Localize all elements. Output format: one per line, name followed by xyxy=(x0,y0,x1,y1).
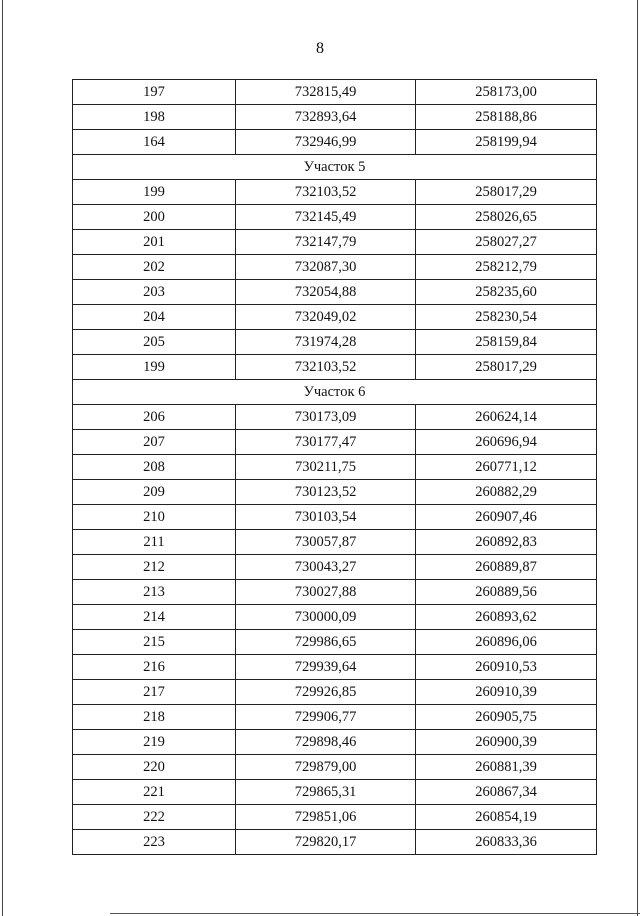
point-number-cell: 222 xyxy=(73,805,236,830)
x-coordinate-cell: 729879,00 xyxy=(236,755,416,780)
table-row xyxy=(73,305,597,330)
y-coordinate-cell: 258027,27 xyxy=(416,230,597,255)
point-number-cell: 213 xyxy=(73,580,236,605)
table-row xyxy=(73,505,597,530)
coordinates-table xyxy=(72,79,597,855)
point-number-cell: 208 xyxy=(73,455,236,480)
coordinates-table-body xyxy=(73,80,597,855)
table-row xyxy=(73,655,597,680)
point-number-cell: 199 xyxy=(73,355,236,380)
table-row xyxy=(73,630,597,655)
y-coordinate-cell: 258017,29 xyxy=(416,180,597,205)
point-number-cell: 198 xyxy=(73,105,236,130)
y-coordinate-cell: 260881,39 xyxy=(416,755,597,780)
table-row xyxy=(73,555,597,580)
table-row xyxy=(73,430,597,455)
y-coordinate-cell: 260910,53 xyxy=(416,655,597,680)
table-row xyxy=(73,780,597,805)
x-coordinate-cell: 730211,75 xyxy=(236,455,416,480)
x-coordinate-cell: 729820,17 xyxy=(236,830,416,855)
point-number-cell: 215 xyxy=(73,630,236,655)
y-coordinate-cell: 258017,29 xyxy=(416,355,597,380)
section-header-row xyxy=(73,155,597,180)
table-row xyxy=(73,530,597,555)
y-coordinate-cell: 258235,60 xyxy=(416,280,597,305)
y-coordinate-cell: 260900,39 xyxy=(416,730,597,755)
point-number-cell: 199 xyxy=(73,180,236,205)
point-number-cell: 201 xyxy=(73,230,236,255)
point-number-cell: 164 xyxy=(73,130,236,155)
table-row xyxy=(73,580,597,605)
x-coordinate-cell: 732946,99 xyxy=(236,130,416,155)
x-coordinate-cell: 729906,77 xyxy=(236,705,416,730)
point-number-cell: 203 xyxy=(73,280,236,305)
point-number-cell: 205 xyxy=(73,330,236,355)
page-number: 8 xyxy=(316,40,324,57)
table-row xyxy=(73,330,597,355)
x-coordinate-cell: 732087,30 xyxy=(236,255,416,280)
table-row xyxy=(73,605,597,630)
y-coordinate-cell: 260867,34 xyxy=(416,780,597,805)
y-coordinate-cell: 258026,65 xyxy=(416,205,597,230)
x-coordinate-cell: 729986,65 xyxy=(236,630,416,655)
y-coordinate-cell: 260892,83 xyxy=(416,530,597,555)
x-coordinate-cell: 730000,09 xyxy=(236,605,416,630)
point-number-cell: 221 xyxy=(73,780,236,805)
y-coordinate-cell: 260905,75 xyxy=(416,705,597,730)
y-coordinate-cell: 260771,12 xyxy=(416,455,597,480)
table-row xyxy=(73,755,597,780)
table-row xyxy=(73,480,597,505)
point-number-cell: 214 xyxy=(73,605,236,630)
y-coordinate-cell: 260907,46 xyxy=(416,505,597,530)
page-edge-left xyxy=(2,0,3,916)
page-edge-right xyxy=(637,0,638,916)
x-coordinate-cell: 730057,87 xyxy=(236,530,416,555)
x-coordinate-cell: 729865,31 xyxy=(236,780,416,805)
table-row xyxy=(73,280,597,305)
y-coordinate-cell: 260889,87 xyxy=(416,555,597,580)
point-number-cell: 207 xyxy=(73,430,236,455)
point-number-cell: 197 xyxy=(73,80,236,105)
x-coordinate-cell: 732145,49 xyxy=(236,205,416,230)
table-row xyxy=(73,80,597,105)
y-coordinate-cell: 258173,00 xyxy=(416,80,597,105)
table-row xyxy=(73,355,597,380)
table-row xyxy=(73,205,597,230)
point-number-cell: 202 xyxy=(73,255,236,280)
point-number-cell: 220 xyxy=(73,755,236,780)
table-row xyxy=(73,455,597,480)
point-number-cell: 219 xyxy=(73,730,236,755)
y-coordinate-cell: 258212,79 xyxy=(416,255,597,280)
table-row xyxy=(73,130,597,155)
table-row xyxy=(73,730,597,755)
x-coordinate-cell: 730123,52 xyxy=(236,480,416,505)
y-coordinate-cell: 258199,94 xyxy=(416,130,597,155)
table-row xyxy=(73,805,597,830)
table-row xyxy=(73,830,597,855)
y-coordinate-cell: 258230,54 xyxy=(416,305,597,330)
x-coordinate-cell: 732049,02 xyxy=(236,305,416,330)
x-coordinate-cell: 732103,52 xyxy=(236,180,416,205)
y-coordinate-cell: 260893,62 xyxy=(416,605,597,630)
point-number-cell: 217 xyxy=(73,680,236,705)
x-coordinate-cell: 729939,64 xyxy=(236,655,416,680)
table-row xyxy=(73,405,597,430)
point-number-cell: 216 xyxy=(73,655,236,680)
y-coordinate-cell: 260896,06 xyxy=(416,630,597,655)
section-title: Участок 5 xyxy=(73,155,597,180)
x-coordinate-cell: 731974,28 xyxy=(236,330,416,355)
section-title: Участок 6 xyxy=(73,380,597,405)
x-coordinate-cell: 732815,49 xyxy=(236,80,416,105)
x-coordinate-cell: 732103,52 xyxy=(236,355,416,380)
y-coordinate-cell: 260696,94 xyxy=(416,430,597,455)
y-coordinate-cell: 258188,86 xyxy=(416,105,597,130)
x-coordinate-cell: 732054,88 xyxy=(236,280,416,305)
x-coordinate-cell: 732147,79 xyxy=(236,230,416,255)
y-coordinate-cell: 260624,14 xyxy=(416,405,597,430)
point-number-cell: 212 xyxy=(73,555,236,580)
x-coordinate-cell: 730173,09 xyxy=(236,405,416,430)
x-coordinate-cell: 730177,47 xyxy=(236,430,416,455)
y-coordinate-cell: 260882,29 xyxy=(416,480,597,505)
point-number-cell: 206 xyxy=(73,405,236,430)
x-coordinate-cell: 730027,88 xyxy=(236,580,416,605)
table-row xyxy=(73,255,597,280)
point-number-cell: 211 xyxy=(73,530,236,555)
point-number-cell: 200 xyxy=(73,205,236,230)
y-coordinate-cell: 260833,36 xyxy=(416,830,597,855)
point-number-cell: 204 xyxy=(73,305,236,330)
x-coordinate-cell: 732893,64 xyxy=(236,105,416,130)
point-number-cell: 223 xyxy=(73,830,236,855)
table-row xyxy=(73,180,597,205)
table-row xyxy=(73,230,597,255)
y-coordinate-cell: 260889,56 xyxy=(416,580,597,605)
section-header-row xyxy=(73,380,597,405)
x-coordinate-cell: 730103,54 xyxy=(236,505,416,530)
y-coordinate-cell: 258159,84 xyxy=(416,330,597,355)
y-coordinate-cell: 260910,39 xyxy=(416,680,597,705)
page-edge-bottom xyxy=(110,913,640,914)
table-row xyxy=(73,680,597,705)
x-coordinate-cell: 729926,85 xyxy=(236,680,416,705)
point-number-cell: 209 xyxy=(73,480,236,505)
point-number-cell: 210 xyxy=(73,505,236,530)
point-number-cell: 218 xyxy=(73,705,236,730)
x-coordinate-cell: 730043,27 xyxy=(236,555,416,580)
x-coordinate-cell: 729851,06 xyxy=(236,805,416,830)
y-coordinate-cell: 260854,19 xyxy=(416,805,597,830)
table-row xyxy=(73,105,597,130)
x-coordinate-cell: 729898,46 xyxy=(236,730,416,755)
table-row xyxy=(73,705,597,730)
